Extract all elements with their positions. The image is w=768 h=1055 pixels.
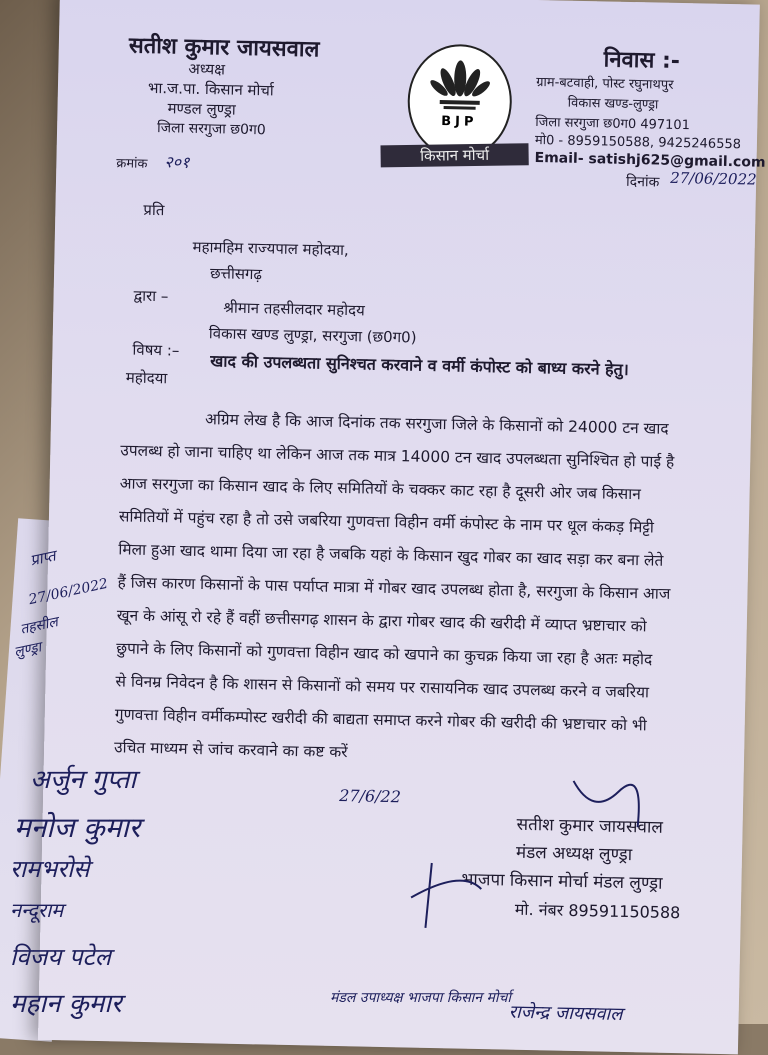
signatory-name: सतीश कुमार जायसवाल [516,814,664,838]
sender-mandal: मण्डल लुण्ड्रा [167,99,236,119]
subject-label: विषय :– [132,340,180,360]
body-line: उचित माध्यम से जांच करवाने का कष्ट करें [113,738,348,762]
letter-paper [38,0,766,1054]
via-label: द्वारा – [133,286,169,306]
kisan-morcha-banner: किसान मोर्चा [380,143,528,167]
bjp-logo [407,43,513,159]
body-line: छुपाने के लिए किसानों को गुणवत्ता विहीन खाद को खपाने का कुचक्र किया जा रहा है अतः महोद [116,639,653,669]
date-label: दिनांक [625,173,660,191]
body-line: मिला हुआ खाद थामा दिया जा रहा है जबकि यहां के किसान खुद गोबर का खाद सड़ा कर बना लेते [118,540,664,570]
sender-district: जिला सरगुजा छ0ग0 [156,120,266,139]
received-stamp-1: प्राप्त [28,546,58,570]
date-value: 27/06/2022 [670,168,757,189]
received-stamp-2: 27/06/2022 [27,575,110,609]
residence-label: निवास :- [603,47,681,74]
salutation: महोदया [125,368,168,388]
handwritten-name-3: रामभरोसे [10,855,90,883]
signatory-org: भाजपा किसान मोर्चा मंडल लुण्ड्रा [461,869,663,894]
body-line: अग्रिम लेख है कि आज दिनांक तक सरगुजा जिले के किसानों को 24000 टन खाद [204,410,669,438]
received-stamp-4: लुण्ड्रा [12,639,43,661]
signatory-mobile: मो. नंबर 89591150588 [514,899,681,923]
handwritten-bottom-name: राजेन्द्र जायसवाल [508,1001,623,1026]
received-stamp-3: तहसील [18,614,60,638]
signature-mark [563,771,644,833]
via-line-2: विकास खण्ड लुण्ड्रा, सरगुजा (छ0ग0) [208,324,417,347]
body-line: समितियों में पहुंच रहा है तो उसे जबरिया गुणवत्ता विहीन वर्मी कंपोस्ट के नाम पर धूल कंकड़ मिट्टी [118,507,655,537]
body-line: आज सरगुजा का किसान खाद के लिए समितियों के चक्कर काट रहा है दूसरी ओर जब किसान [119,474,642,504]
email: Email- satishj625@gmail.com [534,149,766,171]
handwritten-name-6: महान कुमार [10,989,122,1019]
sender-org: भा.ज.पा. किसान मोर्चा [147,78,274,100]
body-line: खून के आंसू रो रहे हैं वहीं छत्तीसगढ़ शासन के द्वारा गोबर खाद की खरीदी में व्याप्त भ्रष्टाचार को [116,606,647,636]
logo-text: BJP [441,114,478,130]
ref-label: क्रमांक [116,156,148,172]
signatory-post: मंडल अध्यक्ष लुण्ड्रा [515,842,633,866]
sender-designation: अध्यक्ष [188,59,226,79]
address-line-1: ग्राम-बटवाही, पोस्ट रघुनाथपुर [536,74,674,93]
prati: प्रति [143,200,165,220]
handwritten-name-4: नन्दूराम [10,898,64,922]
body-line: उपलब्ध हो जाना चाहिए था लेकिन आज तक मात्र 14000 टन खाद उपलब्धता सुनिश्चित हो पाई है [120,441,675,471]
body-line: गुणवत्ता विहीन वर्मीकम्पोस्ट खरीदी की बाद्यता समाप्त करने गोबर की खरीदी की भ्रष्टाचार को भी [114,705,647,735]
address-line-3: जिला सरगुजा छ0ग0 497101 [535,114,691,134]
body-line: हैं जिस कारण किसानों के पास पर्याप्त मात्रा में गोबर खाद उपलब्ध होता है, सरगुजा के किसान आज [117,573,671,603]
body-line: से विनम्र निवेदन है कि शासन से किसानों को समय पर रासायनिक खाद उपलब्ध करने व जबरिया [115,672,650,702]
to-line-2: छत्तीसगढ़ [209,264,263,284]
handwritten-name-1: अर्जुन गुप्ता [30,765,137,795]
sender-name: सतीश कुमार जायसवाल [128,33,320,63]
ref-value: २०१ [164,152,190,172]
phone-numbers: मो0 - 8959150588, 9425246558 [534,132,742,153]
signature-mark [370,857,492,939]
address-line-2: विकास खण्ड-लुण्ड्रा [567,95,659,113]
subject-text: खाद की उपलब्धता सुनिश्चत करवाने व वर्मी कंपोस्ट को बाध्य करने हेतु। [210,351,630,379]
to-line-1: महामहिम राज्यपाल महोदया, [192,237,349,260]
lotus-icon [430,56,491,112]
handwritten-name-5: विजय पटेल [10,943,111,971]
signature-scribble: 27/6/22 [338,786,402,807]
handwritten-bottom-post: मंडल उपाध्यक्ष भाजपा किसान मोर्चा [330,990,512,1006]
via-line-1: श्रीमान तहसीलदार महोदय [223,298,365,320]
handwritten-name-2: मनोज कुमार [14,811,141,844]
